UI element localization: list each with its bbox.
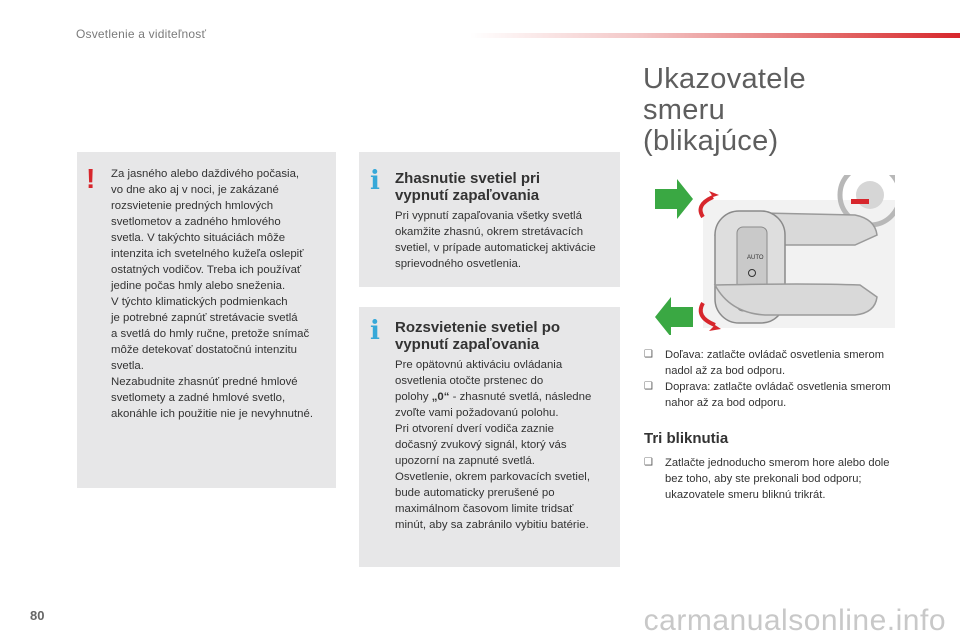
- three-blinks-bullet-list: [644, 455, 894, 503]
- running-header: Osvetlenie a viditeľnosť: [76, 27, 207, 41]
- checkbox-bullet-icon: ❑: [644, 349, 653, 360]
- info-icon: i: [370, 316, 380, 346]
- checkbox-bullet-icon: ❑: [644, 381, 653, 392]
- warning-exclamation-icon: !: [86, 163, 96, 194]
- header-accent-line: [470, 33, 960, 38]
- lights-on-text: Pre opätovnú aktiváciu ovládania osvetlenia otočte prstenec do polohy „0“ - zhasnuté svetlá, následne zvoľte vami požadovanú polohu. Pri otvorení dverí vodiča zaznie dočasný zvukový signál, ktorý vás upozorní na zapnuté svetlá. Osvetlenie, okrem parkovacích svetiel, bude automaticky prerušené po maximálnom časovom limite tridsať minút, aby sa zabránilo vybitiu batérie.: [395, 359, 592, 531]
- lights-on-heading: Rozsvietenie svetiel po vypnutí zapaľovania: [395, 319, 561, 353]
- list-item: ❑ Zatlačte jednoducho smerom hore alebo dole bez toho, aby ste prekonali bod odporu; ukazovatele smeru bliknú trikrát.: [644, 457, 890, 501]
- list-item: ❑ Doľava: zatlačte ovládač osvetlenia smerom nadol až za bod odporu.: [644, 349, 885, 377]
- info-icon: i: [370, 166, 380, 196]
- green-left-arrow-icon: [655, 297, 693, 335]
- warning-text: Za jasného alebo daždivého počasia, vo dne ako aj v noci, je zakázané rozsvietenie predných hmlových svetlometov a zadného hmlového svetla. V takýchto situáciách môže intenzita ich svetelného kužeľa oslepiť ostatných vodičov. Treba ich používať jedine počas hmly alebo sneženia. V týchto klimatických podmienkach je potrebné zapnúť stretávacie svetlá a svetlá do hmly ručne, pretože snímač môže detekovať dostatočnú intenzitu svetla. Nezabudnite zhasnúť predné hmlové svetlomety a zadné hmlové svetlo, akonáhle ich použitie nie je nevyhnutné.: [111, 168, 314, 420]
- lever-auto-label: AUTO: [747, 255, 764, 261]
- watermark: carmanualsonline.info: [643, 604, 946, 637]
- indicator-stalk-illustration: [655, 175, 895, 335]
- lights-off-heading: Zhasnutie svetiel pri vypnutí zapaľovania: [395, 170, 541, 204]
- page-number: 80: [30, 608, 45, 623]
- section-title: Ukazovatele smeru (blikajúce): [643, 63, 806, 157]
- three-blinks-heading: Tri bliknutia: [644, 430, 729, 447]
- list-item: ❑ Doprava: zatlačte ovládač osvetlenia smerom nahor až za bod odporu.: [644, 381, 891, 409]
- checkbox-bullet-icon: ❑: [644, 457, 653, 468]
- direction-bullet-list: [644, 347, 894, 411]
- lights-off-text: Pri vypnutí zapaľovania všetky svetlá okamžite zhasnú, okrem stretávacích svetiel, v prípade automatickej aktivácie sprievodného osvetlenia.: [395, 210, 596, 270]
- green-right-arrow-icon: [655, 179, 693, 219]
